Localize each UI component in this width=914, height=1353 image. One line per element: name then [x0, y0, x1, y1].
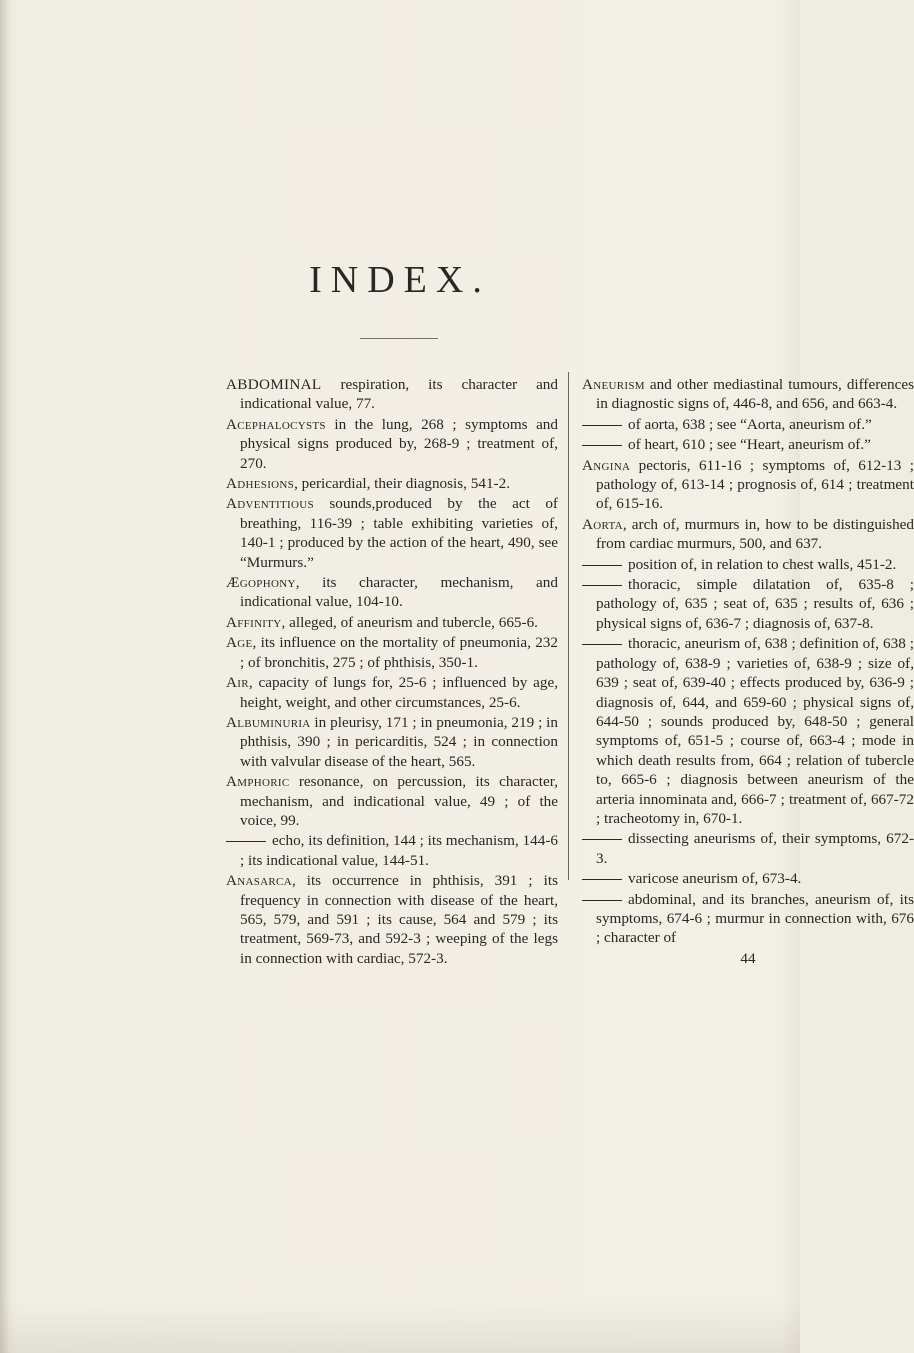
index-entry: [582, 435, 914, 454]
ditto-dash: [582, 585, 622, 586]
index-entry-text: in pleurisy, 171 ; in pneumonia, 219 ; in phthisis, 390 ; in pericarditis, 524 ; in connection with valvular disease of the heart, 565.: [240, 713, 558, 770]
index-entry-text: thoracic, simple dilatation of, 635-8 ; pathology of, 635 ; seat of, 635 ; results of, 636 ; physical signs of, 636-7 ; diagnosis of, 637-8.: [596, 576, 914, 632]
index-entry: [226, 673, 558, 712]
index-entry-text: 44: [740, 949, 756, 967]
index-entry-heading: ABDOMINAL: [226, 376, 322, 393]
index-entry-text: , pericardial, their diagnosis, 541-2.: [294, 475, 511, 493]
index-entry: [226, 573, 558, 612]
ditto-dash: [226, 841, 266, 842]
index-entry: [226, 831, 558, 870]
index-entry-text: of aorta, 638 ; see “Aorta, aneurism of.”: [628, 415, 872, 433]
index-entry-text: respiration, its character and indicational value, 77.: [240, 376, 558, 413]
index-entry-heading: Amphoric: [226, 773, 290, 791]
index-entry-heading: Adventitious: [226, 495, 314, 513]
index-entry-text: , its influence on the mortality of pneumonia, 232 ; of bronchitis, 275 ; of phthisis, 350-1.: [240, 634, 558, 671]
ditto-dash: [582, 425, 622, 426]
ditto-dash: [582, 839, 622, 840]
index-entry-text: , alleged, of aneurism and tubercle, 665-6.: [281, 613, 538, 631]
index-entry-text: dissecting aneurisms of, their symptoms, 672-3.: [596, 830, 914, 867]
index-entry-text: , capacity of lungs for, 25-6 ; influenced by age, height, weight, and other circumstances, 25-6.: [240, 674, 558, 711]
index-entry-text: resonance, on percussion, its character, mechanism, and indicational value, 49 ; of the voice, 99.: [240, 773, 558, 829]
index-entry-text: in the lung, 268 ; symptoms and physical signs produced by, 268-9 ; treatment of, 270.: [240, 415, 558, 472]
ditto-dash: [582, 644, 622, 645]
column-divider: [568, 372, 569, 880]
index-entry: [582, 375, 914, 414]
ditto-dash: [582, 445, 622, 446]
index-entry-text: of heart, 610 ; see “Heart, aneurism of.”: [628, 436, 871, 454]
ditto-dash: [582, 900, 622, 901]
index-column-right: [582, 375, 914, 969]
index-entry-text: , its occurrence in phthisis, 391 ; its frequency in connection with disease of the heart, 565, 579, and 591 ; its cause, 564 and 579 ; its treatment, 569-73, and 592-3 ; weeping of the legs in connection with cardiac, 572-3.: [240, 872, 558, 967]
index-entry: [582, 415, 914, 434]
index-entry: [582, 575, 914, 633]
index-entry-heading: Angina: [582, 456, 631, 474]
index-entry: [226, 772, 558, 830]
index-entry: [582, 869, 914, 888]
index-entry-text: , its character, mechanism, and indicational value, 104-10.: [240, 574, 558, 611]
index-entry: [582, 515, 914, 554]
index-entry: [226, 494, 558, 572]
index-entry: [582, 829, 914, 868]
index-entry-text: and other mediastinal tumours, differences in diagnostic signs of, 446-8, and 656, and 663-4.: [596, 376, 914, 413]
index-entry: [582, 555, 914, 574]
index-entry-heading: Air: [226, 674, 249, 692]
page-title: INDEX.: [309, 259, 491, 301]
index-entry-text: thoracic, aneurism of, 638 ; definition of, 638 ; pathology of, 638-9 ; varieties of, 638-9 ; size of, 639 ; seat of, 639-40 ; effects produced by, 636-9 ; diagnosis of, 644, and 659-60 ; physical signs of, 644-50 ; sounds produced by, 648-50 ; general symptoms of, 651-5 ; course of, 663-4 ; mode in which death results from, 664 ; relation of tubercle to, 665-6 ; diagnosis between aneurism of the arteria innominata and, 666-7 ; treatment of, 667-72 ; tracheotomy in, 670-1.: [596, 635, 914, 827]
ditto-dash: [582, 565, 622, 566]
index-entry: [226, 871, 558, 968]
index-entry-heading: Albuminuria: [226, 713, 311, 731]
ditto-dash: [582, 879, 622, 880]
index-entry-text: , arch of, murmurs in, how to be distinguished from cardiac murmurs, 500, and 637.: [596, 515, 914, 553]
index-entry-text: position of, in relation to chest walls, 451-2.: [628, 555, 897, 573]
index-entry-text: echo, its definition, 144 ; its mechanism, 144-6 ; its indicational value, 144-51.: [240, 832, 558, 869]
index-entry: [226, 633, 558, 672]
title-rule: [360, 338, 438, 339]
index-entry-heading: Affinity: [226, 613, 282, 631]
index-entry-heading: Age: [226, 634, 253, 652]
index-entry-text: varicose aneurism of, 673-4.: [628, 870, 802, 888]
index-entry: [582, 949, 914, 968]
index-entry-heading: Acephalocysts: [226, 415, 326, 433]
index-entry-heading: Ægophony: [226, 574, 296, 592]
index-entry-heading: Aneurism: [582, 376, 645, 393]
index-entry-text: sounds,produced by the act of breathing, 116-39 ; table exhibiting varieties of, 140-1 ; produced by the action of the heart, 490, see “Murmurs.”: [240, 495, 558, 571]
index-entry: [226, 375, 558, 414]
index-entry: [582, 634, 914, 828]
index-entry-text: abdominal, and its branches, aneurism of, its symptoms, 674-6 ; murmur in connection with, 676 ; character of: [596, 890, 914, 947]
page-binding-edge: [0, 0, 9, 1353]
page-shadow: [0, 1300, 800, 1353]
index-entry: [582, 890, 914, 948]
index-entry-heading: Aorta: [582, 515, 623, 533]
index-column-left: [226, 375, 558, 969]
index-entry: [226, 613, 558, 632]
index-entry-heading: Adhesions: [226, 475, 295, 493]
index-entry: [226, 415, 558, 473]
index-entry: [226, 474, 558, 493]
index-entry: [226, 713, 558, 771]
index-entry-heading: Anasarca: [226, 872, 292, 890]
index-entry: [582, 456, 914, 514]
index-entry-text: pectoris, 611-16 ; symptoms of, 612-13 ; pathology of, 613-14 ; prognosis of, 614 ; treatment of, 615-16.: [596, 456, 914, 513]
